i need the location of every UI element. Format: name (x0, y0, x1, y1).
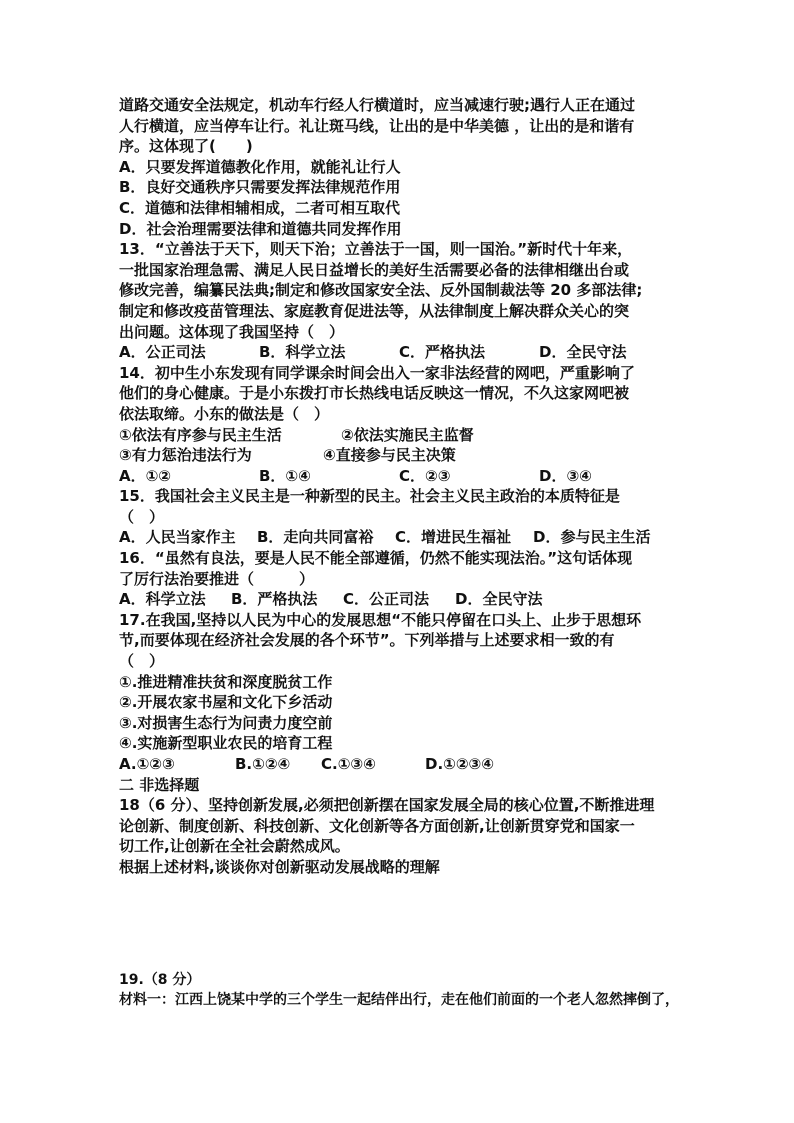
option-c: C．②③ (399, 466, 451, 485)
question-17 (119, 610, 679, 775)
question-stem-line: 切工作,让创新在全社会蔚然成风。 (119, 837, 350, 856)
question-stem-line: 17.在我国,坚持以人民为中心的发展思想“不能只停留在口头上、止步于思想环 (119, 610, 642, 629)
option-c: C．道德和法律相辅相成，二者可相互取代 (119, 198, 401, 217)
question-stem-line: 18（6 分）、坚持创新发展,必须把创新摆在国家发展全局的核心位置,不断推进理 (119, 796, 655, 815)
option-b: B．严格执法 (231, 590, 318, 609)
question-19 (119, 970, 679, 1010)
option-d: D．全民守法 (455, 590, 543, 609)
option-a: A．只要发挥道德教化作用，就能礼让行人 (119, 157, 401, 176)
item-1: ①依法有序参与民主生活 (119, 425, 282, 444)
item-3: ③有力惩治违法行为 (119, 446, 252, 465)
question-stem-line: 13．“立善法于天下，则天下治；立善法于一国，则一国治。”新时代十年来， (119, 240, 633, 259)
option-a: A.①②③ (119, 755, 175, 773)
option-a: A．人民当家作主 (119, 528, 236, 547)
question-15 (119, 486, 679, 548)
option-a: A．科学立法 (119, 590, 206, 609)
options-row (119, 527, 679, 548)
question-stem-line: （ ） (119, 507, 165, 526)
option-b: B.①②④ (235, 755, 291, 773)
question-18 (119, 795, 679, 877)
options-row (119, 589, 679, 610)
option-c: C．增进民生福祉 (395, 528, 512, 547)
exam-page (119, 95, 679, 878)
material-line: 材料一：江西上饶某中学的三个学生一起结伴出行，走在他们前面的一个老人忽然摔倒了， (119, 992, 679, 1008)
item-3: ③.对损害生态行为问责力度空前 (119, 713, 333, 732)
question-stem-line: 出问题。这体现了我国坚持（ ） (119, 322, 345, 341)
question-stem-line: 序。这体现了( ) (119, 137, 253, 156)
question-stem-line: 14．初中生小东发现有同学课余时间会出入一家非法经营的网吧，严重影响了 (119, 363, 635, 382)
option-d: D．社会治理需要法律和道德共同发挥作用 (119, 219, 402, 238)
option-b: B．科学立法 (259, 343, 346, 362)
question-stem-line: 人行横道，应当停车让行。礼让斑马线，让出的是中华美德 ，让出的是和谐有 (119, 116, 635, 135)
question-stem-line: 修改完善，编纂民法典;制定和修改国家安全法、反外国制裁法等 20 多部法律; (119, 281, 643, 300)
item-4: ④.实施新型职业农民的培育工程 (119, 734, 333, 753)
option-d: D．参与民主生活 (533, 528, 651, 547)
option-d: D．全民守法 (539, 343, 627, 362)
question-stem-line: 15．我国社会主义民主是一种新型的民主。社会主义民主政治的本质特征是 (119, 487, 620, 506)
question-16 (119, 548, 679, 610)
option-d: D.①②③④ (425, 755, 494, 773)
option-d: D．③④ (539, 466, 592, 485)
question-stem-line: 一批国家治理急需、满足人民日益增长的美好生活需要必备的法律相继出台或 (119, 260, 630, 279)
question-stem-line: 依法取缔。小东的做法是（ ） (119, 404, 330, 423)
question-stem-line: 了厉行法治要推进（ ） (119, 569, 315, 588)
question-stem-line: 节,而要体现在经济社会发展的各个环节”。下列举措与上述要求相一致的有 (119, 631, 615, 650)
items-row (119, 445, 679, 466)
option-c: C.①③④ (321, 755, 376, 773)
option-b: B．①④ (259, 466, 311, 485)
question-14 (119, 363, 679, 487)
question-stem-line: 他们的身心健康。于是小东拨打市长热线电话反映这一情况，不久这家网吧被 (119, 384, 630, 403)
item-2: ②.开展农家书屋和文化下乡活动 (119, 693, 333, 712)
question-stem-line: 论创新、制度创新、科技创新、文化创新等各方面创新,让创新贯穿党和国家一 (119, 816, 635, 835)
question-13 (119, 239, 679, 363)
options-row (119, 466, 679, 487)
option-b: B．良好交通秩序只需要发挥法律规范作用 (119, 178, 401, 197)
option-c: C．公正司法 (343, 590, 430, 609)
item-2: ②依法实施民主监督 (341, 425, 474, 444)
question-stem-line: 16．“虽然有良法，要是人民不能全部遵循，仍然不能实现法治。”这句话体现 (119, 549, 633, 568)
options-row (119, 342, 679, 363)
option-b: B．走向共同富裕 (257, 528, 374, 547)
option-c: C．严格执法 (399, 343, 486, 362)
question-stem-line: 制定和修改疫苗管理法、家庭教育促进法等，从法律制度上解决群众关心的突 (119, 301, 630, 320)
question-stem-line: （ ） (119, 652, 165, 671)
question-stem-line: 道路交通安全法规定，机动车行经人行横道时，应当减速行驶;遇行人正在通过 (119, 96, 636, 114)
option-a: A．①② (119, 466, 172, 485)
question-title: 19.（8 分） (119, 972, 201, 988)
item-1: ①.推进精准扶贫和深度脱贫工作 (119, 672, 333, 691)
question-12 (119, 95, 679, 239)
option-a: A．公正司法 (119, 343, 206, 362)
question-prompt: 根据上述材料,谈谈你对创新驱动发展战略的理解 (119, 857, 440, 876)
item-4: ④直接参与民主决策 (323, 446, 456, 465)
items-row (119, 425, 679, 446)
section-title: 二 非选择题 (119, 775, 200, 794)
options-row (119, 754, 679, 775)
